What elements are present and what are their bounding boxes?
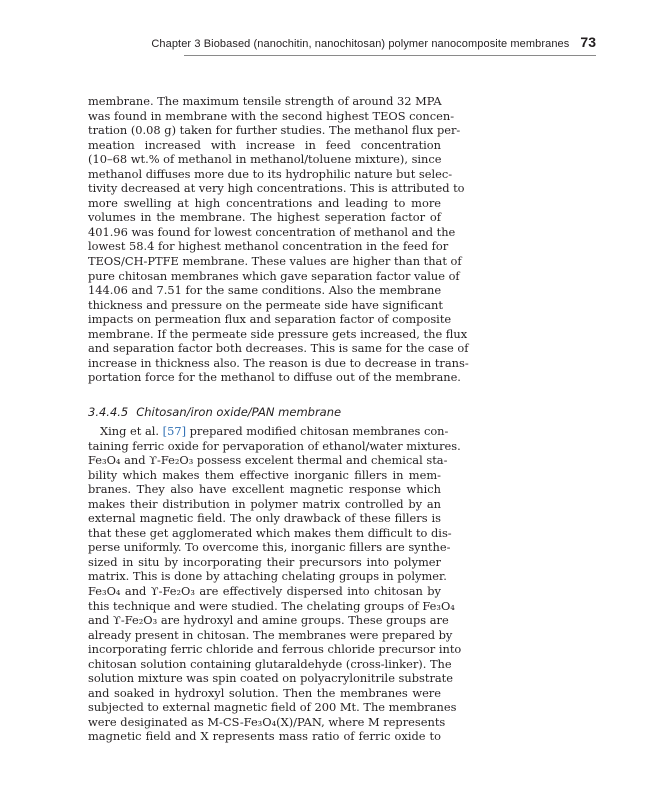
author-intro: Xing et al. [100, 424, 159, 438]
text-line: was found in membrane with the second highest TEOS concen- [88, 108, 455, 123]
text-line: thickness and pressure on the permeate side have significant [88, 297, 443, 312]
text-line: makes their distribution in polymer matrix controlled by an [88, 496, 441, 511]
text-line: and separation factor both decreases. This is same for the case of [88, 341, 469, 356]
text-line: portation force for the methanol to diffuse out of the membrane. [88, 370, 461, 385]
text-line: were desiginated as M-CS-Fe₃O₄(X)/PAN, where M represents [88, 714, 446, 729]
text-line: increase in thickness also. The reason is due to decrease in trans- [88, 355, 469, 370]
text-line: methanol diffuses more due to its hydrophilic nature but selec- [88, 166, 453, 181]
section-heading [88, 405, 341, 419]
text-line: this technique and were studied. The chelating groups of Fe₃O₄ [88, 598, 455, 613]
text-line: TEOS/CH-PTFE membrane. These values are higher than that of [88, 254, 462, 269]
text-line: meation increased with increase in feed concentration [88, 137, 441, 152]
text-line: sized in situ by incorporating their precursors into polymer [88, 554, 441, 569]
line-rest: prepared modified chitosan membranes con- [189, 424, 449, 438]
text-line: solution mixture was spin coated on polyacrylonitrile substrate [88, 671, 454, 686]
text-line: tivity decreased at very high concentrations. This is attributed to [88, 181, 465, 196]
text-line: 401.96 was found for lowest concentration of methanol and the [88, 224, 456, 239]
paragraph-2 [88, 424, 462, 744]
text-line: (10–68 wt.% of methanol in methanol/toluene mixture), since [88, 152, 442, 167]
text-line: matrix. This is done by attaching chelating groups in polymer. [88, 569, 447, 584]
text-line: bility which makes them effective inorganic fillers in mem- [88, 467, 441, 482]
section-number: 3.4.4.5 [88, 405, 129, 419]
text-line: external magnetic field. The only drawback of these fillers is [88, 511, 441, 526]
text-line: and soaked in hydroxyl solution. Then the membranes were [88, 685, 441, 700]
paragraph-1 [88, 94, 469, 385]
text-line: perse uniformly. To overcome this, inorganic fillers are synthe- [88, 540, 451, 555]
page-number: 73 [580, 34, 596, 50]
text-line: membrane. If the permeate side pressure gets increased, the flux [88, 326, 468, 341]
text-line: magnetic field and X represents mass ratio of ferric oxide to [88, 729, 441, 744]
section-title: Chitosan/iron oxide/PAN membrane [136, 405, 342, 419]
running-header [0, 34, 596, 50]
text-line [88, 424, 449, 439]
text-line: Fe₃O₄ and ϒ-Fe₂O₃ are effectively dispersed into chitosan by [88, 584, 441, 599]
text-line: Fe₃O₄ and ϒ-Fe₂O₃ possess excelent thermal and chemical sta- [88, 453, 448, 468]
text-line: pure chitosan membranes which gave separation factor value of [88, 268, 460, 283]
text-line: lowest 58.4 for highest methanol concentration in the feed for [88, 239, 449, 254]
text-line: 144.06 and 7.51 for the same conditions. Also the membrane [88, 283, 442, 298]
text-line: that these get agglomerated which makes them difficult to dis- [88, 525, 452, 540]
text-line: chitosan solution containing glutaraldehyde (cross-linker). The [88, 656, 452, 671]
text-line: tration (0.08 g) taken for further studies. The methanol flux per- [88, 123, 461, 138]
text-line: and ϒ-Fe₂O₃ are hydroxyl and amine groups. These groups are [88, 613, 449, 628]
text-line: subjected to external magnetic field of 200 Mt. The membranes [88, 700, 457, 715]
text-line: membrane. The maximum tensile strength of around 32 MPA [88, 94, 442, 108]
citation-link[interactable]: [57] [162, 424, 187, 438]
chapter-title: Chapter 3 Biobased (nanochitin, nanochitosan) polymer nanocomposite membranes [151, 38, 570, 50]
text-line: more swelling at high concentrations and leading to more [88, 195, 441, 210]
text-line: volumes in the membrane. The highest seperation factor of [88, 210, 441, 225]
text-line: already present in chitosan. The membranes were prepared by [88, 627, 453, 642]
text-line: branes. They also have excellent magnetic response which [88, 482, 441, 497]
text-line: taining ferric oxide for pervaporation of ethanol/water mixtures. [88, 438, 461, 453]
text-line: impacts on permeation flux and separation factor of composite [88, 312, 452, 327]
header-divider [184, 55, 596, 56]
text-line: incorporating ferric chloride and ferrous chloride precursor into [88, 642, 462, 657]
